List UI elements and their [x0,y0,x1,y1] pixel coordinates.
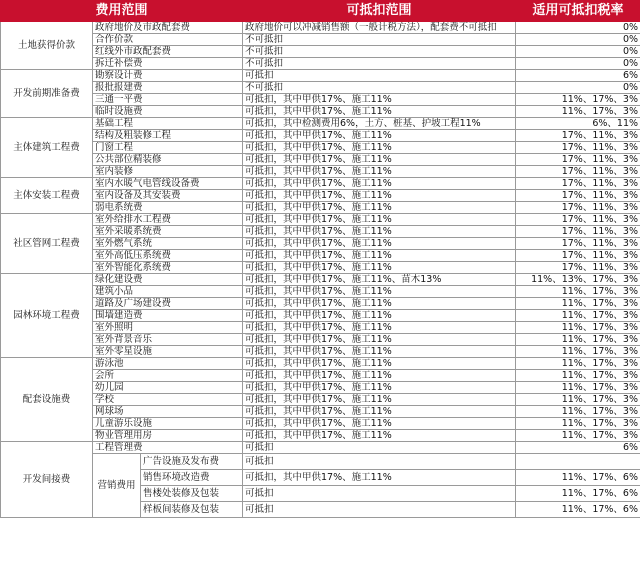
table-row [1,94,640,106]
deductible-cell: 不可抵扣 [243,46,516,58]
rate-cell: 17%、11%、3% [516,130,640,142]
item-cell: 室内水暖气电管线设备费 [93,178,243,190]
deductible-cell: 可抵扣，其中甲供17%、施工11% [243,358,516,370]
rate-cell: 11%、13%、17%、3% [516,274,640,286]
rate-cell: 11%、17%、3% [516,406,640,418]
table-row [1,262,640,274]
deductible-cell: 可抵扣，其中甲供17%、施工11% [243,334,516,346]
table-row [1,442,640,454]
rate-cell: 17%、11%、3% [516,178,640,190]
rate-cell: 17%、11%、3% [516,262,640,274]
table-row [1,154,640,166]
rate-cell: 17%、11%、3% [516,202,640,214]
deductible-cell: 可抵扣，其中甲供17%、施工11% [243,106,516,118]
deductible-cell: 可抵扣，其中甲供17%、施工11% [243,166,516,178]
category-cell: 开发前期准备费 [1,70,93,118]
item-cell: 勘察设计费 [93,70,243,82]
item-cell: 室外背景音乐 [93,334,243,346]
rate-cell: 11%、17%、3% [516,322,640,334]
item-cell: 基础工程 [93,118,243,130]
table-row [1,322,640,334]
table-row [1,358,640,370]
item-cell: 室外给排水工程费 [93,214,243,226]
deductible-cell: 可抵扣，其中甲供17%、施工11% [243,298,516,310]
item-cell: 样板间装修及包装 [141,502,243,518]
deductible-cell: 可抵扣，其中检测费用6%，土方、桩基、护坡工程11% [243,118,516,130]
rate-cell [516,454,640,470]
item-cell: 学校 [93,394,243,406]
deductible-cell: 可抵扣 [243,454,516,470]
deductible-cell: 可抵扣，其中甲供17%、施工11% [243,238,516,250]
table-row [1,226,640,238]
table-row [1,106,640,118]
rate-cell: 11%、17%、6% [516,502,640,518]
item-cell: 游泳池 [93,358,243,370]
table-row [1,310,640,322]
table-row [1,430,640,442]
table-row [1,394,640,406]
deductible-cell: 可抵扣 [243,70,516,82]
deductible-cell: 可抵扣，其中甲供17%、施工11% [243,190,516,202]
deductible-cell: 不可抵扣 [243,82,516,94]
deductible-cell: 可抵扣，其中甲供17%、施工11% [243,310,516,322]
rate-cell: 17%、11%、3% [516,226,640,238]
deductible-cell: 可抵扣 [243,502,516,518]
deductible-cell: 不可抵扣 [243,58,516,70]
header-tax-rate: 适用可抵扣税率 [516,1,640,22]
rate-cell: 17%、11%、3% [516,142,640,154]
rate-cell: 11%、17%、3% [516,370,640,382]
item-cell: 售楼处装修及包装 [141,486,243,502]
rate-cell: 6%、11% [516,118,640,130]
item-cell: 工程管理费 [93,442,243,454]
deductible-cell: 可抵扣，其中甲供17%、施工11% [243,370,516,382]
rate-cell: 6% [516,70,640,82]
rate-cell: 11%、17%、3% [516,382,640,394]
item-cell: 室内装修 [93,166,243,178]
deductible-cell: 可抵扣，其中甲供17%、施工11% [243,430,516,442]
deductible-cell: 可抵扣，其中甲供17%、施工11% [243,250,516,262]
category-cell: 主体建筑工程费 [1,118,93,178]
item-cell: 红线外市政配套费 [93,46,243,58]
rate-cell: 11%、17%、3% [516,310,640,322]
item-cell: 室外智能化系统费 [93,262,243,274]
table-row [1,418,640,430]
table-row [1,82,640,94]
category-cell: 园林环境工程费 [1,274,93,358]
table-row [1,118,640,130]
category-cell: 开发间接费 [1,442,93,518]
deductible-cell: 可抵扣，其中甲供17%、施工11% [243,262,516,274]
item-cell: 会所 [93,370,243,382]
item-cell: 报批报建费 [93,82,243,94]
table-row [1,454,640,470]
table-row [1,130,640,142]
item-cell: 室外高低压系统费 [93,250,243,262]
deductible-cell: 可抵扣，其中甲供17%、施工11% [243,130,516,142]
item-cell: 室外照明 [93,322,243,334]
table-row [1,382,640,394]
deductible-cell: 可抵扣，其中甲供17%、施工11% [243,346,516,358]
rate-cell: 11%、17%、3% [516,106,640,118]
item-cell: 室外零星设施 [93,346,243,358]
item-cell: 结构及粗装修工程 [93,130,243,142]
table-row [1,22,640,34]
table-row [1,346,640,358]
deductible-cell: 可抵扣，其中甲供17%、施工11% [243,470,516,486]
item-cell: 合作价款 [93,34,243,46]
rate-cell: 11%、17%、6% [516,486,640,502]
deductible-cell: 可抵扣，其中甲供17%、施工11% [243,322,516,334]
rate-cell: 11%、17%、3% [516,358,640,370]
item-cell: 公共部位精装修 [93,154,243,166]
deductible-cell: 可抵扣，其中甲供17%、施工11% [243,406,516,418]
category-cell: 配套设施费 [1,358,93,442]
deductible-cell: 可抵扣，其中甲供17%、施工11% [243,142,516,154]
table-row [1,202,640,214]
rate-cell: 11%、17%、3% [516,94,640,106]
header-row [1,1,640,22]
header-expense-scope: 费用范围 [1,1,243,22]
item-cell: 室外采暖系统费 [93,226,243,238]
subcategory-cell: 营销费用 [93,454,141,518]
category-cell: 社区管网工程费 [1,214,93,274]
deductible-cell: 可抵扣，其中甲供17%、施工11% [243,226,516,238]
rate-cell: 11%、17%、3% [516,430,640,442]
table-row [1,70,640,82]
deductible-cell: 可抵扣，其中甲供17%、施工11%、苗木13% [243,274,516,286]
deductible-cell: 可抵扣，其中甲供17%、施工11% [243,286,516,298]
item-cell: 物业管理用房 [93,430,243,442]
deductible-cell: 可抵扣，其中甲供17%、施工11% [243,94,516,106]
deductible-cell: 可抵扣，其中甲供17%、施工11% [243,394,516,406]
deductible-cell: 可抵扣 [243,486,516,502]
item-cell: 网球场 [93,406,243,418]
item-cell: 门窗工程 [93,142,243,154]
item-cell: 拆迁补偿费 [93,58,243,70]
rate-cell: 17%、11%、3% [516,190,640,202]
item-cell: 临时设施费 [93,106,243,118]
header-deductible-scope: 可抵扣范围 [243,1,516,22]
rate-cell: 11%、17%、3% [516,298,640,310]
table-row [1,334,640,346]
item-cell: 广告设施及发布费 [141,454,243,470]
table-row [1,250,640,262]
rate-cell: 0% [516,46,640,58]
table-row [1,34,640,46]
deductible-cell: 可抵扣 [243,442,516,454]
deductible-cell: 政府地价可以冲减销售额（一般计税方法），配套费不可抵扣 [243,22,516,34]
table-row [1,214,640,226]
deductible-cell: 可抵扣，其中甲供17%、施工11% [243,178,516,190]
item-cell: 建筑小品 [93,286,243,298]
table-row [1,58,640,70]
rate-cell: 0% [516,58,640,70]
deductible-cell: 可抵扣，其中甲供17%、施工11% [243,418,516,430]
table-row [1,190,640,202]
deductible-cell: 可抵扣，其中甲供17%、施工11% [243,214,516,226]
rate-cell: 11%、17%、3% [516,418,640,430]
rate-cell: 17%、11%、3% [516,214,640,226]
rate-cell: 17%、11%、3% [516,250,640,262]
table-row [1,274,640,286]
item-cell: 道路及广场建设费 [93,298,243,310]
rate-cell: 6% [516,442,640,454]
category-cell: 主体安装工程费 [1,178,93,214]
item-cell: 幼儿园 [93,382,243,394]
rate-cell: 11%、17%、3% [516,394,640,406]
rate-cell: 17%、11%、3% [516,238,640,250]
item-cell: 弱电系统费 [93,202,243,214]
item-cell: 政府地价及市政配套费 [93,22,243,34]
deductible-cell: 可抵扣，其中甲供17%、施工11% [243,154,516,166]
rate-cell: 11%、17%、3% [516,346,640,358]
table-row [1,370,640,382]
table-row [1,166,640,178]
item-cell: 绿化建设费 [93,274,243,286]
rate-cell: 0% [516,34,640,46]
item-cell: 销售环境改造费 [141,470,243,486]
deductible-cell: 可抵扣，其中甲供17%、施工11% [243,382,516,394]
table-row [1,238,640,250]
table-row [1,46,640,58]
rate-cell: 0% [516,82,640,94]
table-row [1,142,640,154]
table-row [1,298,640,310]
item-cell: 室内设备及其安装费 [93,190,243,202]
rate-cell: 17%、11%、3% [516,166,640,178]
deductible-cell: 可抵扣，其中甲供17%、施工11% [243,202,516,214]
table-row [1,406,640,418]
rate-cell: 11%、17%、3% [516,334,640,346]
table-row [1,178,640,190]
rate-cell: 17%、11%、3% [516,154,640,166]
item-cell: 室外燃气系统 [93,238,243,250]
category-cell: 土地获得价款 [1,22,93,70]
item-cell: 三通一平费 [93,94,243,106]
deductible-cell: 不可抵扣 [243,34,516,46]
item-cell: 围墙建造费 [93,310,243,322]
rate-cell: 0% [516,22,640,34]
item-cell: 儿童游乐设施 [93,418,243,430]
rate-cell: 11%、17%、3% [516,286,640,298]
table-row [1,286,640,298]
table-body [1,22,640,518]
rate-cell: 11%、17%、6% [516,470,640,486]
